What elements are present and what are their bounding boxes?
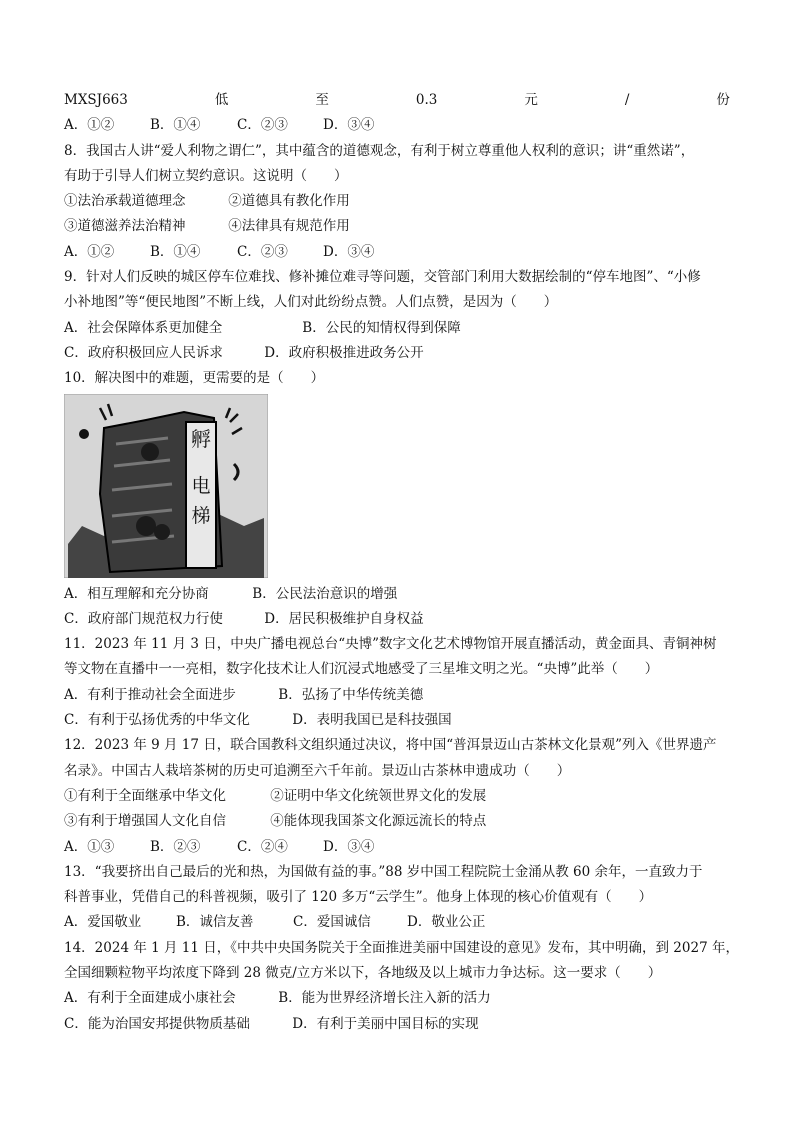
statement-4: ④能体现我国茶文化源远流长的特点: [270, 813, 487, 830]
option-d: D．③④: [323, 243, 375, 260]
q14-stem-line-2: 全国细颗粒物平均浓度下降到 28 微克/立方米以下，各地级及以上城市力争达标。这一要求（ ）: [64, 965, 662, 982]
q14-options-row-2: [64, 1012, 730, 1037]
option-c: C．②③: [237, 117, 288, 134]
q10-options-row-2: [64, 607, 730, 632]
q10-stem: 10．解决图中的难题，更需要的是（ ）: [64, 370, 325, 387]
q12-statements-row-1: [64, 784, 730, 809]
option-b: B．弘扬了中华传统美德: [278, 686, 424, 703]
statement-3: ③有利于增强国人文化自信: [64, 813, 226, 830]
option-d: D．③④: [323, 117, 375, 134]
option-a: A．相互理解和充分协商: [64, 585, 209, 602]
q8-stem-line-1: 8．我国古人讲“爱人利物之谓仁”，其中蕴含的道德观念，有利于树立尊重他人权利的意识；讲“重然诺”，: [64, 142, 695, 159]
header-word: 低: [214, 92, 229, 108]
q14-options-row-1: [64, 986, 730, 1011]
header-line: [64, 88, 730, 113]
option-a: A．①②: [64, 117, 115, 134]
statement-1: ①法治承载道德理念: [64, 193, 186, 210]
option-a: A．①②: [64, 243, 115, 260]
q8-stem-line-2: 有助于引导人们树立契约意识。这说明（ ）: [64, 167, 348, 184]
header-word: 至: [315, 92, 329, 108]
sweat-drop: [79, 429, 89, 439]
statement-3: ③道德滋养法治精神: [64, 218, 186, 235]
cartoon-building-illustration: [64, 394, 268, 578]
option-c: C．②④: [237, 838, 288, 855]
statement-4: ④法律具有规范作用: [228, 218, 350, 235]
option-b: B．①④: [150, 243, 201, 260]
q8-statements-row-1: [64, 189, 730, 214]
option-d: D．③④: [323, 838, 375, 855]
q11-stem-line-1: 11．2023 年 11 月 3 日，中央广播电视总台“央博”数字文化艺术博物馆开展直播活动，黄金面具、青铜神树: [64, 636, 717, 653]
option-d: D．敬业公正: [407, 914, 486, 931]
option-a: A．①③: [64, 838, 115, 855]
option-c: C．②③: [237, 243, 288, 260]
option-b: B．公民的知情权得到保障: [302, 319, 461, 336]
q9-stem-line-1: 9．针对人们反映的城区停车位难找、修补摊位难寻等问题，交管部门利用大数据绘制的“停车地图”、“小修: [64, 269, 701, 286]
q12-stem-line-1: 12．2023 年 9 月 17 日，联合国教科文组织通过决议，将中国“普洱景迈山古茶林文化景观”列入《世界遗产: [64, 737, 717, 754]
q12-options: [64, 835, 730, 860]
q11-options-row-2: [64, 708, 730, 733]
sign-char: 孵: [191, 426, 211, 451]
option-a: A．有利于推动社会全面进步: [64, 686, 236, 703]
q9-options-row-1: [64, 316, 730, 341]
q8-statements-row-2: [64, 214, 730, 239]
sign-char: 电: [191, 474, 211, 497]
option-a: A．有利于全面建成小康社会: [64, 990, 236, 1007]
option-c: C．政府积极回应人民诉求: [64, 344, 223, 361]
header-word: 份: [716, 92, 730, 108]
q11-options-row-1: [64, 683, 730, 708]
header-slash: /: [624, 92, 630, 108]
q10-options-row-1: [64, 582, 730, 607]
exam-page: [64, 88, 739, 1037]
q13-stem-line-1: 13．“我要挤出自己最后的光和热，为国做有益的事。”88 岁中国工程院院士金涌从教 60 余年，一直致力于: [64, 863, 703, 880]
q12-statements-row-2: [64, 809, 730, 834]
q9-stem-line-2: 小补地图”等“便民地图”不断上线，人们对此纷纷点赞。人们点赞，是因为（ ）: [64, 294, 558, 311]
q12-stem-line-2: 名录》。中国古人栽培茶树的历史可追溯至六千年前。景迈山古茶林申遗成功（ ）: [64, 762, 571, 779]
option-b: B．②③: [150, 838, 201, 855]
option-d: D．政府积极推进政务公开: [264, 344, 424, 361]
q8-options: [64, 240, 730, 265]
header-code: MXSJ663: [64, 92, 128, 108]
statement-2: ②道德具有教化作用: [228, 193, 350, 210]
option-b: B．诚信友善: [176, 914, 254, 931]
option-c: C．政府部门规范权力行使: [64, 610, 223, 627]
option-b: B．公民法治意识的增强: [252, 585, 398, 602]
q13-stem-line-2: 科普事业，凭借自己的科普视频，吸引了 120 多万“云学生”。他身上体现的核心价值观有（ ）: [64, 889, 653, 906]
option-d: D．有利于美丽中国目标的实现: [292, 1015, 479, 1032]
q9-options-row-2: [64, 341, 730, 366]
option-b: B．能为世界经济增长注入新的活力: [278, 990, 491, 1007]
option-c: C．爱国诚信: [293, 914, 371, 931]
header-price: 0.3: [415, 92, 438, 108]
statement-2: ②证明中华文化统领世界文化的发展: [270, 787, 487, 804]
option-d: D．表明我国已是科技强国: [292, 712, 452, 729]
option-c: C．能为治国安邦提供物质基础: [64, 1015, 250, 1032]
option-d: D．居民积极维护自身权益: [264, 610, 424, 627]
statement-1: ①有利于全面继承中华文化: [64, 787, 226, 804]
option-a: A．爱国敬业: [64, 914, 142, 931]
option-a: A．社会保障体系更加健全: [64, 319, 223, 336]
q14-stem-line-1: 14．2024 年 1 月 11 日，《中共中央国务院关于全面推进美丽中国建设的意见》发布，其中明确，到 2027 年，: [64, 939, 739, 956]
header-word: 元: [524, 92, 538, 108]
q7-options: [64, 113, 730, 138]
sign-char: 梯: [191, 504, 211, 527]
option-c: C．有利于弘扬优秀的中华文化: [64, 712, 250, 729]
option-b: B．①④: [150, 117, 201, 134]
q11-stem-line-2: 等文物在直播中一一亮相，数字化技术让人们沉浸式地感受了三星堆文明之光。“央博”此举（ ）: [64, 661, 659, 678]
q10-illustration-wrap: [64, 392, 730, 582]
q13-options: [64, 910, 730, 935]
